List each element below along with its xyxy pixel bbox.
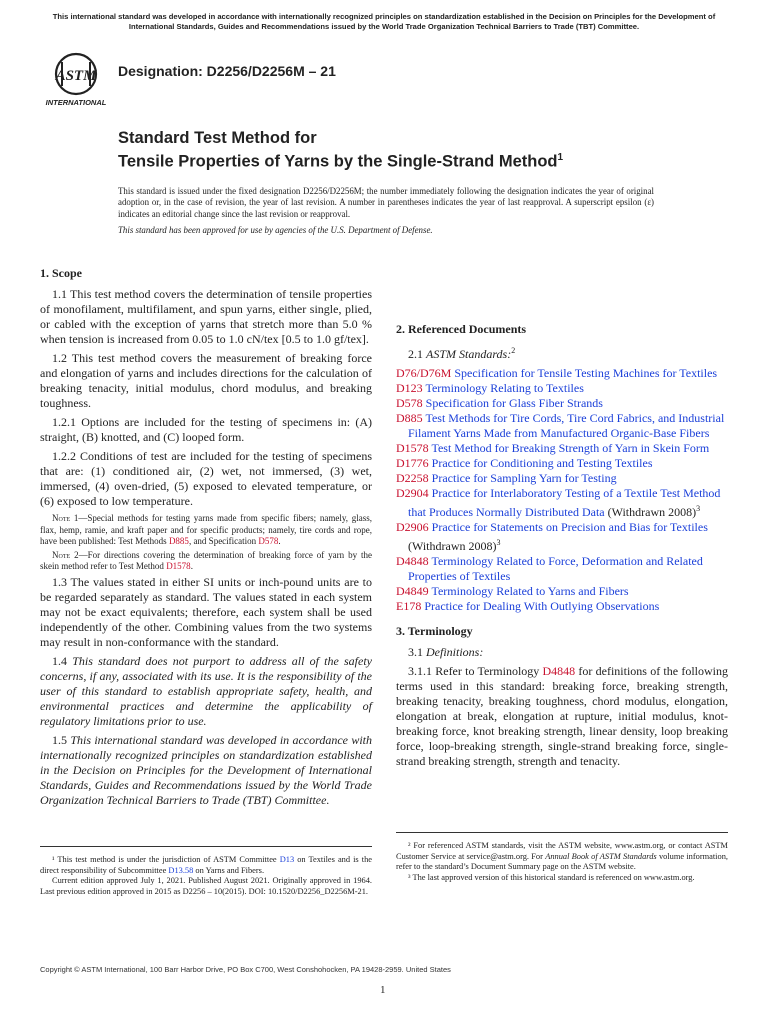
section-heading-scope: 1. Scope: [40, 266, 82, 280]
para-1-4-num: 1.4: [52, 653, 73, 668]
sub-2-1-num: 2.1: [408, 347, 426, 361]
note-1-end: .: [278, 536, 281, 546]
copyright: Copyright © ASTM International, 100 Barr Harbor Drive, PO Box C700, West Conshohocken, PA 19428-2959. United States: [40, 965, 451, 974]
reference-code-link[interactable]: D1776: [396, 456, 429, 470]
reference-item: [396, 471, 728, 486]
note-2-text: —For directions covering the determination of breaking force of yarn by the skein method refer to Test Method: [40, 549, 372, 571]
reference-title-link[interactable]: Test Method for Breaking Strength of Yarn in Skein Form: [428, 441, 710, 455]
para-3-1-1: [396, 664, 728, 769]
para-1-5-text: This international standard was developed in accordance with internationally recognized principles on standardization established in the Decision on Principles for the Development of International Standards, Guides and Recommendations issued by the World Trade Organization Technical Barriers to Trade (TBT) Committee.: [40, 732, 373, 807]
para-1-4: [40, 654, 372, 729]
reference-item: [396, 366, 728, 381]
reference-withdrawn: (Withdrawn 2008): [604, 505, 697, 519]
top-notice: This international standard was developed in accordance with internationally recognized principles on standardization established in the Decision on Principles for the Development of International Standards, Guides and Recommendations issued by the World Trade Organization Technical Barriers to Trade (TBT) Committee.: [52, 12, 716, 31]
reference-code-link[interactable]: D123: [396, 381, 423, 395]
reference-item: [396, 520, 728, 554]
reference-item: [396, 441, 728, 456]
sub-2-1-title: ASTM Standards:: [426, 347, 512, 361]
reference-item: [396, 584, 728, 599]
footnotes-left: [40, 846, 372, 898]
reference-withdrawn: (Withdrawn 2008): [408, 539, 497, 553]
title-line-2: [118, 148, 738, 172]
reference-item: [396, 456, 728, 471]
para-3-1-1-start: 3.1.1 Refer to Terminology: [408, 664, 543, 678]
reference-code-link[interactable]: D2904: [396, 486, 429, 500]
link-d885[interactable]: D885: [168, 536, 189, 546]
para-1-3: 1.3 The values stated in either SI units or inch-pound units are to be regarded separately as standard. The values stated in each system may not be exact equivalents; therefore, each system shall be used independently of the other. Combining values from the two systems may result in non-conformance with the standard.: [40, 574, 372, 649]
reference-code-link[interactable]: D2258: [396, 471, 429, 485]
footnote-2-a: ² For referenced ASTM standards, visit the ASTM website, www.astm.org, or contact ASTM Customer Service at service@astm.org. For: [396, 841, 728, 861]
intro-approved: This standard has been approved for use by agencies of the U.S. Department of Defense.: [118, 224, 433, 235]
logo-subtext: INTERNATIONAL: [45, 98, 107, 107]
link-d4848-terminology[interactable]: D4848: [542, 664, 576, 678]
footnote-2: [396, 841, 728, 873]
reference-withdrawn-sup: 3: [696, 504, 701, 513]
sub-heading-astm-standards: [396, 343, 728, 362]
logo-text: ASTM: [55, 68, 97, 84]
reference-title-link[interactable]: Practice for Conditioning and Testing Textiles: [428, 456, 653, 470]
left-column: [40, 266, 372, 812]
footnote-1-c: on Yarns and Fibers.: [193, 865, 265, 875]
link-d578[interactable]: D578: [258, 536, 279, 546]
note-2: [40, 550, 372, 573]
designation: Designation: D2256/D2256M – 21: [118, 63, 336, 79]
reference-code-link[interactable]: E178: [396, 599, 422, 613]
reference-title-link[interactable]: Terminology Related to Force, Deformation and Related Properties of Textiles: [408, 554, 703, 583]
reference-title-link[interactable]: Specification for Glass Fiber Strands: [422, 396, 603, 410]
reference-code-link[interactable]: D76/D76M: [396, 366, 452, 380]
footnote-2-b: volume information, refer to the standard’s Document Summary page on the ASTM website.: [396, 851, 728, 872]
footnote-3: ³ The last approved version of this historical standard is referenced on www.astm.org.: [408, 873, 695, 883]
para-1-2-1: 1.2.1 Options are included for the testing of specimens in: (A) straight, (B) knotted, and (C) looped form.: [40, 415, 372, 444]
reference-code-link[interactable]: D1578: [396, 441, 429, 455]
reference-item: [396, 381, 728, 396]
reference-title-link[interactable]: Terminology Relating to Textiles: [422, 381, 584, 395]
para-3-1-1-rest: for definitions of the following terms used in this standard: breaking force, breaking strength, breaking tenacity, breaking toughness, chord modulus, elongation, elongation at break, elongation at rupture, initial modulus, knot-breaking force, knot breaking strength, linear density, loop breaking force, loop-breaking strength, single-strand breaking force, single-strand breaking strength, strength and tenacity.: [396, 664, 728, 768]
note-1-text: —Special methods for testing yarns made from specific fibers; namely, glass, flax, hemp, ramie, and kraft paper and for specific products; namely, tire cords and rope, have been published: Test Methods: [40, 513, 372, 546]
reference-title-link[interactable]: Practice for Statements on Precision and Bias for Textiles: [428, 520, 708, 534]
section-heading-terminology: 3. Terminology: [396, 624, 473, 638]
title-line-1: Standard Test Method for: [118, 129, 317, 147]
footnotes-right: [396, 832, 728, 884]
para-1-2: 1.2 This test method covers the measurement of breaking force and elongation of yarns and includes directions for the calculation of breaking tenacity, initial modulus, chord modulus, and breaking toughness.: [40, 351, 372, 410]
para-1-2-2: 1.2.2 Conditions of test are included for the testing of specimens that are: (1) conditioned air, (2) wet, not immersed, (3) wet, immersed, (4) oven-dried, (5) exposed to elevated temperature, or (6) exposed to low temperature.: [40, 449, 372, 508]
footnote-2-italic: Annual Book of ASTM Standards: [545, 851, 657, 861]
sub-2-1-sup: 2: [511, 346, 516, 355]
page-number: 1: [380, 984, 386, 996]
footnote-1-edition: Current edition approved July 1, 2021. Published August 2021. Originally approved in 1964. Last previous edition approved in 2015 as D2256 – 10(2015). DOI: 10.1520/D2256_D2256M-21.: [40, 876, 372, 897]
reference-title-link[interactable]: Practice for Sampling Yarn for Testing: [428, 471, 617, 485]
referenced-documents-list: [396, 366, 728, 614]
title-footnote-marker: 1: [557, 152, 564, 163]
sub-3-1-num: 3.1: [408, 645, 426, 659]
reference-item: [396, 411, 728, 441]
note-1: [40, 513, 372, 548]
reference-item: [396, 554, 728, 584]
title-line-2-text: Tensile Properties of Yarns by the Single-Strand Method: [118, 152, 558, 171]
reference-code-link[interactable]: D4848: [396, 554, 429, 568]
reference-code-link[interactable]: D885: [396, 411, 423, 425]
sub-3-1-title: Definitions:: [426, 645, 484, 659]
reference-item: [396, 599, 728, 614]
reference-withdrawn-sup: 3: [496, 538, 501, 547]
para-1-1: 1.1 This test method covers the determination of tensile properties of monofilament, multifilament, and spun yarns, either single, plied, or cabled with the exception of yarns that stretch more than 5.0 % when tension is increased from 0.05 to 1.0 cN/tex [0.5 to 1.0 gf/tex].: [40, 287, 372, 346]
link-d13-58[interactable]: D13.58: [168, 865, 194, 875]
para-1-5-num: 1.5: [52, 732, 71, 747]
reference-title-link[interactable]: Terminology Related to Yarns and Fibers: [428, 584, 629, 598]
reference-code-link[interactable]: D578: [396, 396, 423, 410]
section-heading-referenced: 2. Referenced Documents: [396, 322, 527, 336]
link-d13[interactable]: D13: [279, 855, 295, 864]
note-1-mid: , and Specification: [188, 536, 259, 546]
intro-paragraph: This standard is issued under the fixed designation D2256/D2256M; the number immediately following the designation indicates the year of original adoption or, in the case of revision, the year of last revision. A number in parentheses indicates the year of last reapproval. A superscript epsilon (ε) indicates an editorial change since the last revision or reapproval.: [118, 186, 654, 219]
sub-heading-definitions: [396, 645, 728, 660]
reference-title-link[interactable]: Practice for Interlaboratory Testing of a Textile Test Method that Produces Normally Distributed Data: [408, 486, 721, 519]
note-2-end: .: [190, 561, 193, 571]
link-d1578[interactable]: D1578: [166, 561, 191, 571]
reference-code-link[interactable]: D2906: [396, 520, 429, 534]
reference-title-link[interactable]: Test Methods for Tire Cords, Tire Cord Fabrics, and Industrial Filament Yarns Made from Manufactured Organic-Base Fibers: [408, 411, 725, 440]
right-column: [396, 226, 728, 773]
reference-title-link[interactable]: Practice for Dealing With Outlying Observations: [421, 599, 660, 613]
reference-item: [396, 486, 728, 520]
reference-title-link[interactable]: Specification for Tensile Testing Machines for Textiles: [451, 366, 718, 380]
note-2-label: Note 2: [52, 549, 79, 560]
footnote-1-b: on Textiles and is the direct responsibility of Subcommittee: [40, 855, 372, 875]
para-1-5: [40, 733, 372, 808]
note-1-label: Note 1: [52, 513, 79, 523]
reference-item: [396, 396, 728, 411]
footnote-1: [40, 855, 372, 876]
astm-logo: [40, 50, 112, 108]
para-1-4-text: This standard does not purport to address all of the safety concerns, if any, associated with its use. It is the responsibility of the user of this standard to establish appropriate safety, health, and environmental practices and determine the applicability of regulatory limitations prior to use.: [40, 653, 372, 728]
footnote-1-a: ¹ This test method is under the jurisdiction of ASTM Committee: [52, 855, 280, 864]
reference-code-link[interactable]: D4849: [396, 584, 429, 598]
page-title: [118, 128, 738, 172]
